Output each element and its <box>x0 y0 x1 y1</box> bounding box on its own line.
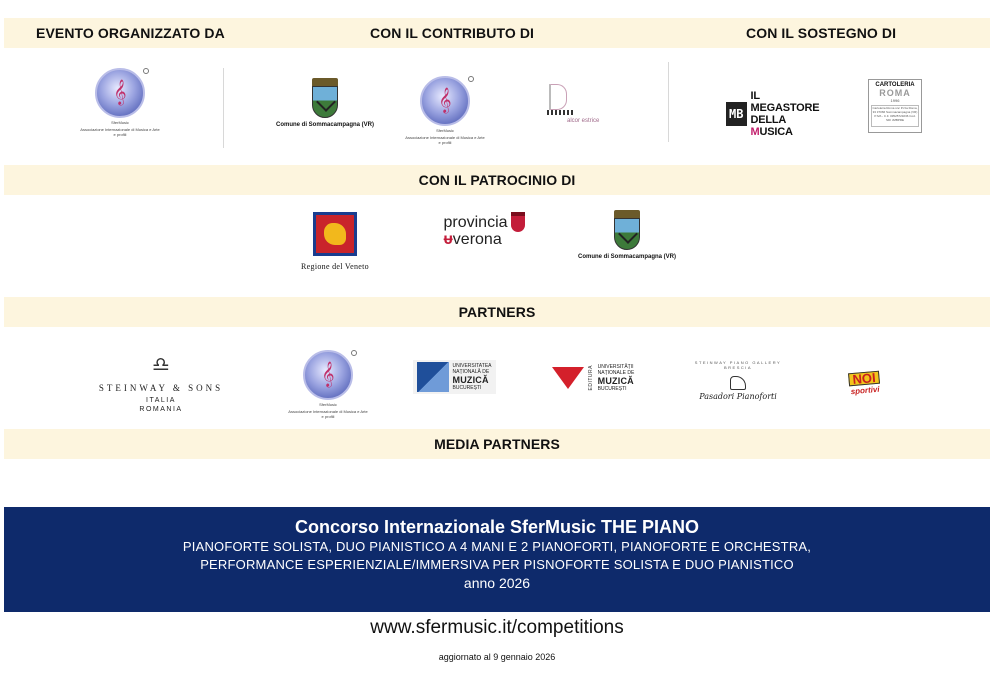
patronage-band <box>4 165 990 195</box>
support-heading: CON IL SOSTEGNO DI <box>746 25 897 41</box>
unmb-text: UNIVERSITATEA NAȚIONALĂ DE MUZICĂ BUCUREȘTI <box>452 363 492 391</box>
banner-categories-line1: PIANOFORTE SOLISTA, DUO PIANISTICO A 4 MANI E 2 PIANOFORTI, PIANOFORTE E ORCHESTRA, <box>182 539 812 554</box>
cartoleria-details: Cartoleria Roma snc P.zza Roma, 33 37066 Sommacampagna (VR) P.IVA - C.F. 03525723236 Cod. SDI JMBPRE <box>871 105 919 127</box>
provincia-verona-logo <box>432 214 536 248</box>
editura-label: EDITURA <box>587 365 594 391</box>
unmb-logo <box>410 360 498 394</box>
sfermusic-emblem-icon: 𝄞 <box>420 76 470 126</box>
steinway-country-romania: ROMANIA <box>139 406 183 413</box>
gallery-title: STEINWAY PIANO GALLERY <box>694 360 782 365</box>
unmb-mark-icon <box>417 362 449 392</box>
sfermusic-logo-organizer <box>80 68 160 137</box>
sfermusic-tagline: Associazione Internazionale di Musica e Arte e profili <box>288 409 368 419</box>
piano-b-icon <box>543 80 600 130</box>
sfermusic-logo-partner <box>288 350 368 419</box>
pasadori-pianoforti-logo <box>692 360 784 401</box>
divider <box>668 62 669 142</box>
gallery-city: BRESCIA <box>723 365 753 370</box>
sfermusic-emblem-icon: 𝄞 <box>303 350 353 400</box>
sfermusic-name: SferMusic <box>111 120 129 125</box>
red-book-icon <box>552 367 584 389</box>
grand-piano-icon <box>730 376 746 390</box>
partners-band <box>4 297 990 327</box>
unmb-editura-logo <box>544 364 642 392</box>
sportivi-text: sportivi <box>850 384 881 397</box>
alcor-caption: alcor estrice <box>567 118 600 124</box>
cartoleria-year: 1996 <box>890 98 900 103</box>
top-headings-band <box>4 18 990 48</box>
noi-text: NOI <box>848 371 880 387</box>
sommacampagna-logo-patronage <box>572 210 682 260</box>
updated-date: aggiornato al 9 gennaio 2026 <box>438 652 556 662</box>
media-partners-band <box>4 429 990 459</box>
sfermusic-name: SferMusic <box>436 128 454 133</box>
unmb-editura-text: UNIVERSITĂȚII NAȚIONALE DE MUZICĂ BUCUREȘTI <box>597 364 635 392</box>
website-link[interactable]: www.sfermusic.it/competitions <box>370 617 624 638</box>
divider <box>223 68 224 148</box>
megastore-mark-icon: MB <box>726 102 747 126</box>
banner-categories-line2: PERFORMANCE ESPERIENZIALE/IMMERSIVA PER PISNOFORTE SOLISTA E DUO PIANISTICO <box>200 557 794 572</box>
lion-of-saint-mark-icon <box>313 212 357 256</box>
sfermusic-logo-contribution <box>405 76 485 145</box>
steinway-country-italia: ITALIA <box>146 397 176 404</box>
partners-heading: PARTNERS <box>458 304 536 320</box>
sommacampagna-logo <box>270 78 380 128</box>
provincia-text: provincia ᵾverona <box>443 214 508 248</box>
coat-of-arms-icon <box>612 210 642 252</box>
cartoleria-roma-logo <box>866 79 924 133</box>
noi-sportivi-logo <box>830 372 900 396</box>
banner-year: anno 2026 <box>463 575 531 591</box>
media-partners-heading: MEDIA PARTNERS <box>434 436 560 452</box>
coat-of-arms-icon <box>310 78 340 120</box>
patronage-heading: CON IL PATROCINIO DI <box>418 172 576 188</box>
competition-banner <box>4 507 990 612</box>
cartoleria-title: CARTOLERIA <box>875 82 915 88</box>
megastore-logo <box>726 90 826 138</box>
organizer-heading: EVENTO ORGANIZZATO DA <box>36 25 225 41</box>
megastore-text: IL MEGASTORE DELLA MUSICA <box>750 90 820 138</box>
sommacampagna-caption: Comune di Sommacampagna (VR) <box>577 254 676 260</box>
contribution-heading: CON IL CONTRIBUTO DI <box>370 25 535 41</box>
veneto-logo <box>290 212 380 271</box>
lyre-icon: ♎ <box>152 354 170 376</box>
sfermusic-tagline: Associazione Internazionale di Musica e Arte e profili <box>80 127 160 137</box>
cartoleria-name: ROMA <box>879 88 911 98</box>
gallery-name: Pasadori Pianoforti <box>699 392 777 401</box>
sfermusic-emblem-icon: 𝄞 <box>95 68 145 118</box>
sfermusic-name: SferMusic <box>319 402 337 407</box>
sfermusic-tagline: Associazione Internazionale di Musica e Arte e profili <box>405 135 485 145</box>
sommacampagna-caption: Comune di Sommacampagna (VR) <box>275 122 374 128</box>
steinway-logo <box>78 355 244 414</box>
alcor-logo <box>538 80 598 130</box>
banner-title: Concorso Internazionale SferMusic THE PIANO <box>294 517 700 537</box>
veneto-caption: Regione del Veneto <box>301 262 369 271</box>
steinway-name: STEINWAY & SONS <box>98 383 224 393</box>
verona-crest-icon <box>511 212 525 232</box>
